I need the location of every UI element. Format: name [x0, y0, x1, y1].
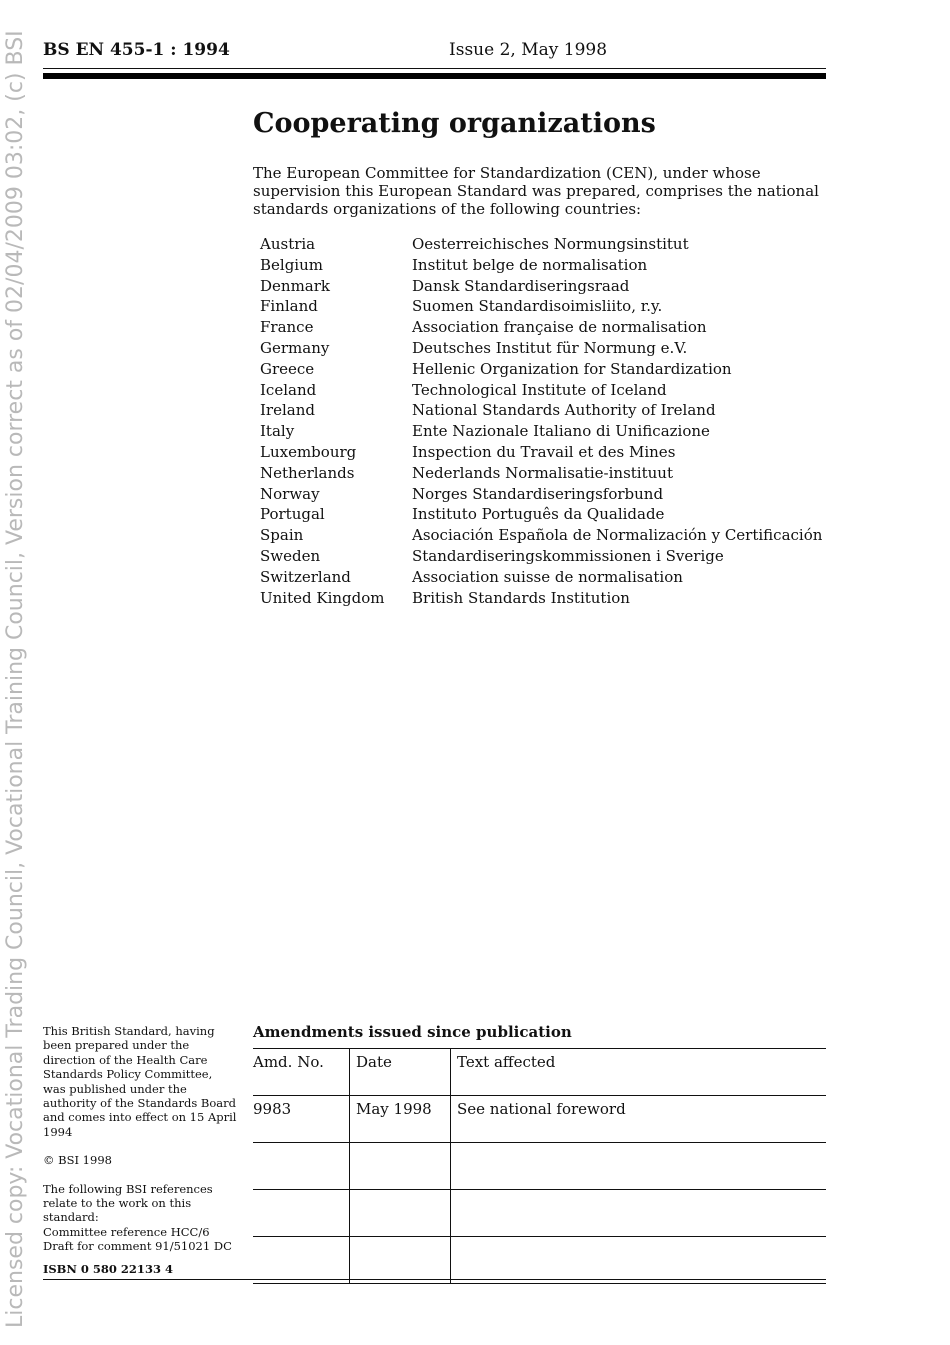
list-item [260, 276, 820, 297]
organization-name: Technological Institute of Iceland [412, 380, 667, 399]
organization-name: British Standards Institution [412, 588, 630, 607]
list-item [260, 546, 820, 567]
table-header-row [253, 1049, 826, 1096]
country-name: Italy [260, 422, 295, 441]
country-name: Netherlands [260, 463, 355, 482]
list-item [260, 525, 823, 546]
page-header [43, 40, 826, 69]
organization-name: Norges Standardiseringsforbund [412, 484, 664, 503]
table-cell [253, 1237, 350, 1284]
organization-name: Dansk Standardiseringsraad [412, 276, 630, 295]
table-cell [253, 1190, 350, 1237]
list-item [260, 296, 820, 317]
country-name: Belgium [260, 255, 323, 274]
country-name: Austria [260, 235, 316, 253]
organization-name: Association suisse de normalisation [412, 567, 683, 586]
country-name: Norway [260, 484, 320, 503]
issue-label: Issue 2, May 1998 [449, 40, 608, 60]
country-name: Sweden [260, 546, 321, 565]
country-name: Spain [260, 526, 304, 545]
draft-reference: Draft for comment 91/51021 DC [43, 1239, 232, 1254]
list-item [260, 234, 820, 255]
table-cell [451, 1237, 827, 1284]
list-item [260, 567, 820, 588]
organization-name: Institut belge de normalisation [412, 255, 648, 274]
table-row [253, 1237, 826, 1284]
organization-name: Oesterreichisches Normungsinstitut [412, 235, 689, 253]
publication-statement: This British Standard, having been prepared under the direction of the Health Care Standards Policy Committee, was published under the authority of the Standards Board and comes into effect on 15 April 1994 [43, 1024, 237, 1139]
list-item [260, 400, 820, 421]
page-title: Cooperating organizations [253, 108, 656, 139]
organization-name: Hellenic Organization for Standardization [412, 359, 732, 378]
list-item [260, 588, 820, 609]
list-item [260, 255, 820, 276]
country-name: Portugal [260, 505, 325, 524]
country-name: United Kingdom [260, 588, 385, 607]
organization-name: Association française de normalisation [412, 318, 707, 337]
country-name: Iceland [260, 380, 317, 399]
country-name: Greece [260, 359, 315, 378]
amendments-table [253, 1048, 826, 1284]
organization-list [260, 234, 823, 608]
copyright-notice: © BSI 1998 [43, 1153, 112, 1168]
isbn-number: ISBN 0 580 22133 4 [43, 1261, 173, 1276]
table-cell: See national foreword [451, 1096, 827, 1143]
table-cell: 9983 [253, 1096, 350, 1143]
country-name: Germany [260, 338, 330, 357]
list-item [260, 317, 820, 338]
organization-name: National Standards Authority of Ireland [412, 401, 716, 420]
table-cell [451, 1190, 827, 1237]
country-name: Finland [260, 297, 318, 316]
table-cell: May 1998 [350, 1096, 451, 1143]
country-name: Ireland [260, 401, 315, 420]
footer-rule [43, 1279, 826, 1280]
column-header-text-affected: Text affected [451, 1049, 827, 1096]
list-item [260, 338, 820, 359]
table-cell [253, 1143, 350, 1190]
header-rule [43, 73, 826, 79]
publication-note [43, 1024, 238, 1276]
committee-reference: Committee reference HCC/6 [43, 1224, 210, 1239]
table-row [253, 1143, 826, 1190]
column-header-amd-no: Amd. No. [253, 1049, 350, 1096]
list-item [260, 359, 820, 380]
country-name: Luxembourg [260, 442, 357, 461]
table-cell [350, 1190, 451, 1237]
organization-name: Instituto Português da Qualidade [412, 505, 665, 524]
country-name: France [260, 318, 314, 337]
document-code: BS EN 455-1 : 1994 [43, 40, 230, 60]
list-item [260, 421, 820, 442]
organization-name: Ente Nazionale Italiano di Unificazione [412, 422, 710, 441]
list-item [260, 463, 820, 484]
table-row [253, 1190, 826, 1237]
references-intro: The following BSI references relate to the work on this standard: [43, 1181, 213, 1225]
organization-name: Deutsches Institut für Normung e.V. [412, 338, 688, 357]
list-item [260, 380, 820, 401]
country-name: Switzerland [260, 567, 351, 586]
column-header-date: Date [350, 1049, 451, 1096]
organization-name: Suomen Standardisoimisliito, r.y. [412, 297, 663, 316]
table-cell [451, 1143, 827, 1190]
list-item [260, 484, 820, 505]
organization-name: Nederlands Normalisatie-instituut [412, 463, 673, 482]
list-item [260, 442, 820, 463]
table-cell [350, 1143, 451, 1190]
amendments-heading: Amendments issued since publication [253, 1023, 572, 1041]
country-name: Denmark [260, 276, 330, 295]
table-row [253, 1096, 826, 1143]
license-watermark: Licensed copy: Vocational Trading Council, Vocational Training Council, Version correct as of 02/04/2009 03:02, (c) BSI [3, 30, 28, 1328]
organization-name: Standardiseringskommissionen i Sverige [412, 546, 724, 565]
organization-name: Asociación Española de Normalización y Certificación [412, 526, 823, 545]
table-cell [350, 1237, 451, 1284]
organization-name: Inspection du Travail et des Mines [412, 442, 676, 461]
intro-paragraph: The European Committee for Standardization (CEN), under whose supervision this European Standard was prepared, comprises the national standards organizations of the following countries: [253, 164, 819, 218]
list-item [260, 504, 820, 525]
